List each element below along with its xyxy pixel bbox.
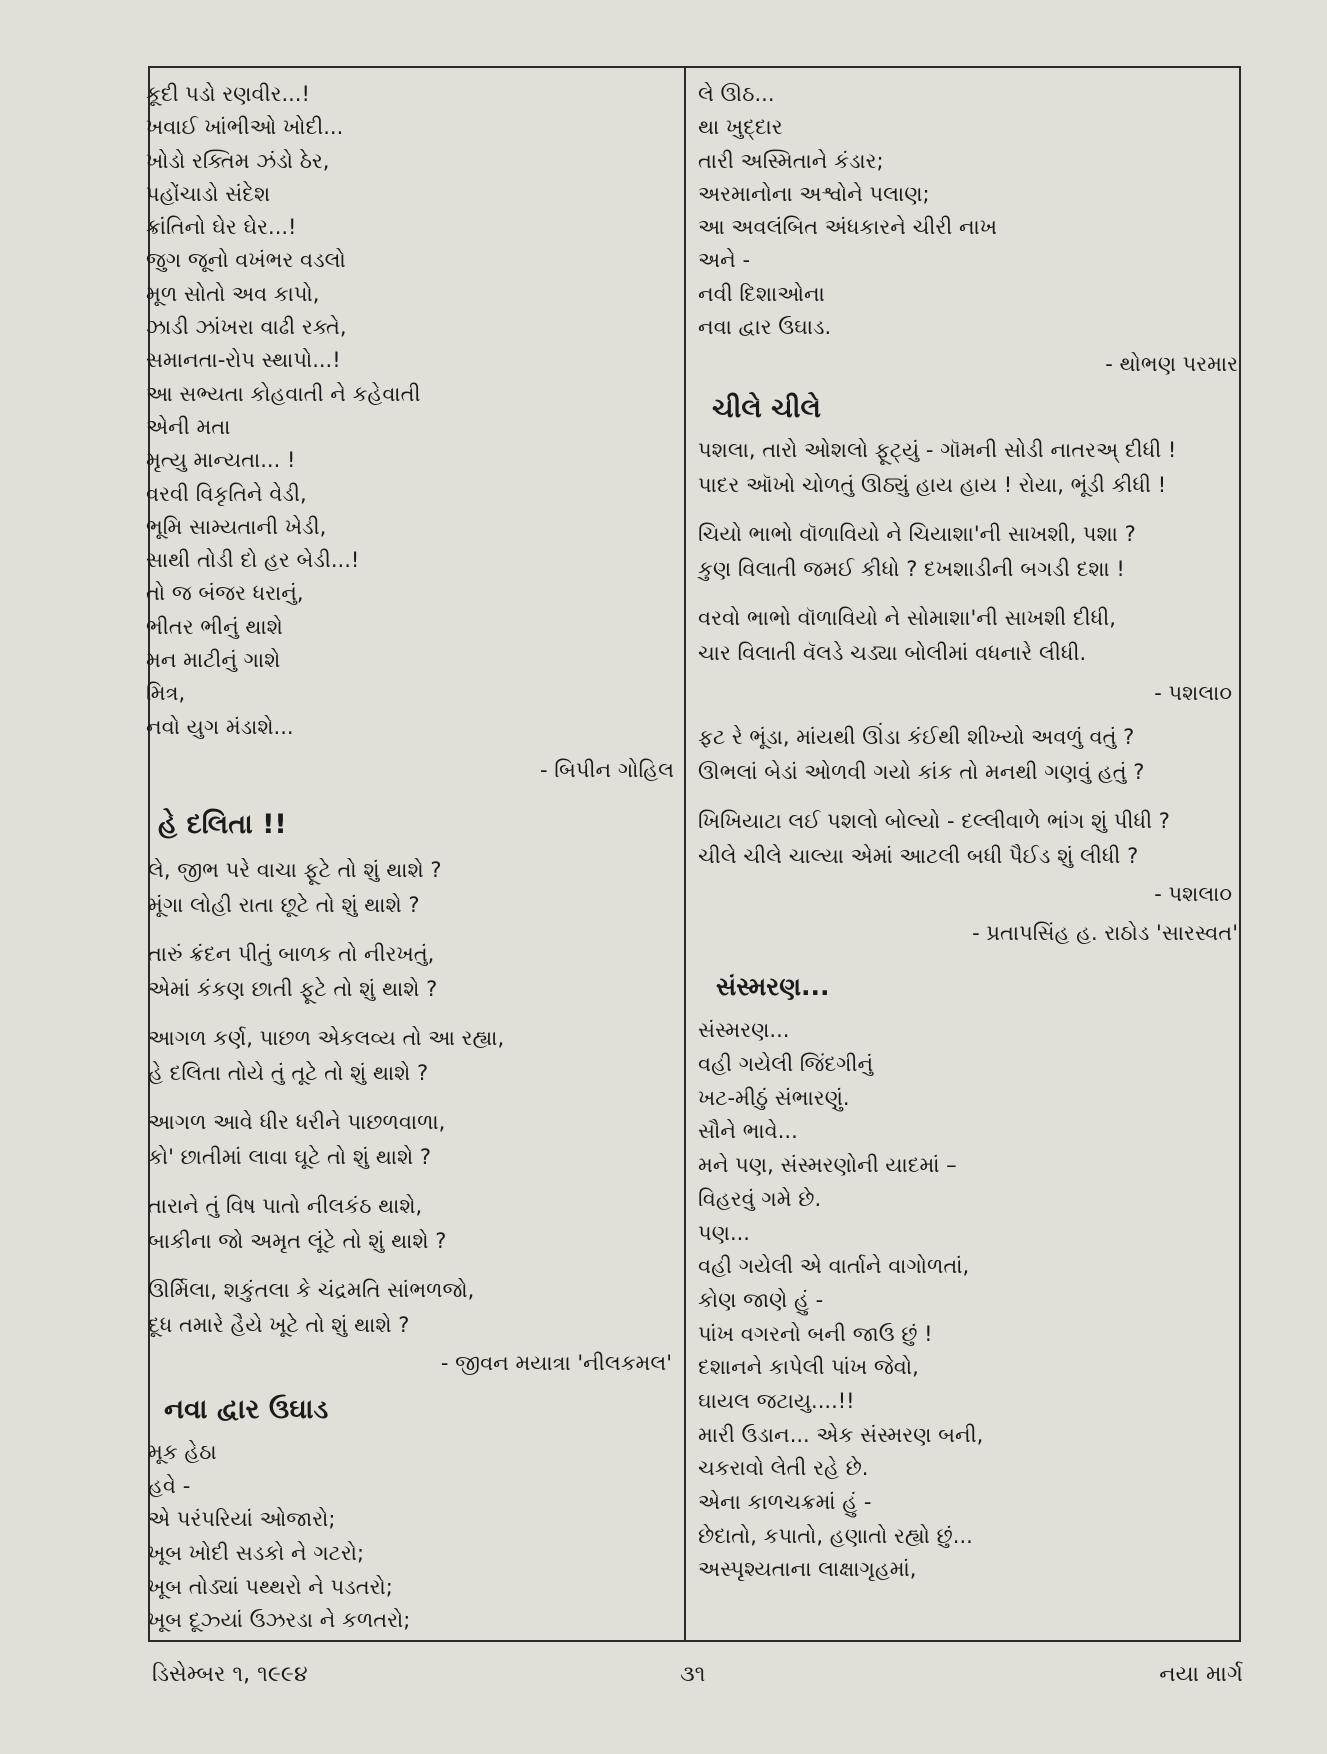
poem-lines bbox=[698, 78, 1238, 344]
poem-line: વરવી વિકૃતિને વેડી, bbox=[146, 481, 307, 506]
poem-line: લે, જીભ પરે વાચા ફૂટે તો શું થાશે ? bbox=[148, 857, 442, 882]
poem-author: - થોભણ પરમાર bbox=[1105, 352, 1238, 377]
poem-lines bbox=[148, 1436, 676, 1638]
stanza bbox=[148, 1189, 676, 1259]
stanza bbox=[698, 517, 1238, 587]
poem-line: બાકીના જો અમૃત લૂંટે તો શું થાશે ? bbox=[148, 1228, 447, 1253]
stanza bbox=[698, 433, 1238, 503]
poem-title: નવા દ્વાર ઉઘાડ bbox=[164, 1393, 329, 1425]
poem-line: ભીતર ભીનું થાશે bbox=[146, 614, 283, 639]
poem-line: અને - bbox=[698, 248, 751, 273]
poem-line: તારું ક્રંદન પીતું બાળક તો નીરખતું, bbox=[148, 941, 435, 966]
poem-author: - બિપીન ગોહિલ bbox=[540, 757, 674, 782]
stanza bbox=[148, 1021, 676, 1091]
poem-stanzas bbox=[698, 720, 1238, 874]
poem-line: અસ્પૃશ્યતાના લાક્ષાગૃહમાં, bbox=[698, 1557, 917, 1582]
poem-line: આ અવલંબિત અંધકારને ચીરી નાખ bbox=[698, 215, 998, 240]
issue-date: ડિસેમ્બર ૧, ૧૯૯૪ bbox=[152, 1662, 308, 1687]
poem-line: ખવાઈ ખાંભીઓ ખોદી... bbox=[146, 115, 344, 140]
poem-line: કુણ વિલાતી જમઈ કીધો ? દખશાડીની બગડી દશા ! bbox=[698, 557, 1125, 582]
poem-line: ખૂબ તોડ્યાં પથ્થરો ને પડતરો; bbox=[148, 1574, 393, 1599]
poem-line: નવો યુગ મંડાશે... bbox=[146, 714, 294, 739]
poem-line: સંસ્મરણ... bbox=[698, 1018, 790, 1043]
poem-line: ઊર્મિલા, શકુંતલા કે ચંદ્રમતિ સાંભળજો, bbox=[148, 1277, 475, 1302]
poem-line: આગળ કર્ણ, પાછળ એકલવ્ય તો આ રહ્યા, bbox=[148, 1025, 505, 1050]
poem-line: તો જ બંજર ધરાનું, bbox=[146, 581, 304, 606]
poem-title: ચીલે ચીલે bbox=[712, 393, 821, 425]
poem-line: સૌને ભાવે... bbox=[698, 1119, 798, 1144]
poem-title: હે દલિતા !! bbox=[158, 808, 287, 840]
poem-line: પાંખ વગરનો બની જાઉ છું ! bbox=[698, 1321, 933, 1346]
stanza bbox=[148, 1105, 676, 1175]
poem-line: મારી ઉડાન... એક સંસ્મરણ બની, bbox=[698, 1422, 984, 1447]
poem-line: પણ... bbox=[698, 1220, 750, 1245]
poem-line: આગળ આવે ધીર ધરીને પાછળવાળા, bbox=[148, 1109, 446, 1134]
poem-line: તારી અસ્મિતાને કંડાર; bbox=[698, 148, 884, 173]
right-column bbox=[698, 78, 1238, 1587]
poem-line: હવે - bbox=[148, 1473, 191, 1498]
poem-line: ચકરાવો લેતી રહે છે. bbox=[698, 1456, 869, 1481]
poem-stanzas bbox=[148, 853, 676, 1343]
poem-line: ચીલે ચીલે ચાલ્યા એમાં આટલી બધી પૈઈડ શું લીધી ? bbox=[698, 844, 1139, 869]
poem-line: કૂદી પડો રણવીર...! bbox=[146, 82, 310, 106]
poem-author: - પ્રતાપસિંહ હ. રાઠોડ 'સારસ્વત' bbox=[972, 921, 1238, 946]
poem-line: ખૂબ દૂઝ્યાં ઉઝરડા ને કળતરો; bbox=[148, 1608, 411, 1633]
poem-line: ઘાયલ જટાયુ....!! bbox=[698, 1388, 855, 1413]
poem-line: એ પરંપરિયાં ઓજારો; bbox=[148, 1507, 336, 1532]
poem-line: ઊભલાં બેડાં ઓળવી ગયો કાંક તો મનથી ગણવું હતું ? bbox=[698, 760, 1145, 785]
poem-line: મિત્ર, bbox=[146, 681, 186, 706]
left-column bbox=[148, 78, 676, 1638]
poem-line: ફટ રે ભૂંડા, માંયથી ઊંડા કંઈથી શીખ્યો અવળું વતું ? bbox=[698, 725, 1135, 750]
poem-line: એની મતા bbox=[146, 414, 231, 439]
poem-line: વિહરવું ગમે છે. bbox=[698, 1186, 822, 1211]
magazine-name: નયા માર્ગ bbox=[1159, 1662, 1243, 1687]
poem-line: મૂક હેઠા bbox=[148, 1439, 217, 1464]
poem-author: - જીવન મયાત્રા 'નીલકમલ' bbox=[440, 1350, 672, 1375]
poem-line: દશાનને કાપેલી પાંખ જેવો, bbox=[698, 1355, 919, 1380]
poem-line: આ સભ્યતા કોહવાતી ને કહેવાતી bbox=[146, 381, 421, 406]
poem-line: ઝાડી ઝાંખરા વાઢી રક્તે, bbox=[146, 315, 347, 340]
poem-line: ખૂબ ખોદી સડકો ને ગટરો; bbox=[148, 1541, 365, 1565]
poem-line: સમાનતા-રોપ સ્થાપો...! bbox=[146, 348, 341, 373]
poem-line: મૂંગા લોહી રાતા છૂટે તો શું થાશે ? bbox=[148, 892, 420, 917]
poem-line: નવા દ્વાર ઉઘાડ. bbox=[698, 315, 832, 340]
poem-line: પહોંચાડો સંદેશ bbox=[146, 181, 271, 206]
poem-title: સંસ્મરણ... bbox=[716, 972, 830, 1002]
poem-line: સાથી તોડી દો હર બેડી...! bbox=[146, 548, 360, 573]
stanza bbox=[698, 804, 1238, 874]
poem-line: ખિખિયાટા લઈ પશલો બોલ્યો - દલ્લીવાળે ભાંગ શું પીધી ? bbox=[698, 809, 1170, 834]
poem-lines bbox=[698, 1014, 1238, 1587]
stanza bbox=[698, 601, 1238, 671]
poem-line: દૂધ તમારે હૈયે ખૂટે તો શું થાશે ? bbox=[148, 1312, 410, 1337]
poem-signature: - પશલા૦ bbox=[1154, 681, 1232, 706]
poem-line: છેદાતો, કપાતો, હણાતો રહ્યો છું... bbox=[698, 1523, 973, 1548]
column-divider bbox=[684, 68, 686, 1640]
poem-line: ચિયો ભાભો વૉળાવિયો ને ચિયાશા'ની સાખશી, પશા ? bbox=[698, 522, 1136, 547]
page-number: ૩૧ bbox=[680, 1662, 706, 1687]
poem-line: ભૂમિ સામ્યતાની ખેડી, bbox=[146, 514, 327, 539]
poem-lines bbox=[146, 78, 676, 744]
poem-line: વરવો ભાભો વૉળાવિયો ને સોમાશા'ની સાખશી દીધી, bbox=[698, 606, 1116, 631]
stanza bbox=[148, 1273, 676, 1343]
poem-line: હે દલિતા તોયે તું તૂટે તો શું થાશે ? bbox=[148, 1060, 429, 1085]
poem-line: મને પણ, સંસ્મરણોની યાદમાં – bbox=[698, 1153, 957, 1178]
poem-line: લે ઊઠ... bbox=[698, 82, 775, 106]
poem-line: પશલા, તારો ઓશલો ફૂટ્યું - ગૉમની સોડી નાતરઅ્ દીધી ! bbox=[698, 438, 1177, 463]
poem-line: મૂળ સોતો અવ કાપો, bbox=[146, 281, 320, 306]
poem-stanzas bbox=[698, 433, 1238, 671]
poem-line: નવી દિશાઓના bbox=[698, 281, 825, 306]
poem-line: ખોડો રક્તિમ ઝંડો ઠેર, bbox=[146, 148, 330, 173]
poem-line: ચાર વિલાતી વૅલડે ચડ્યા બોલીમાં વધનારે લીધી. bbox=[698, 641, 1087, 666]
poem-line: ક્રાંતિનો ઘેર ઘેર...! bbox=[146, 215, 297, 240]
poem-line: પાદર આૅખો ચોળતું ઊઠ્યું હાય હાય ! રોયા, ભૂંડી કીધી ! bbox=[698, 473, 1167, 498]
poem-line: વહી ગયેલી જિંદગીનું bbox=[698, 1052, 874, 1077]
poem-line: વહી ગયેલી એ વાર્તાને વાગોળતાં, bbox=[698, 1254, 970, 1279]
poem-line: કો' છાતીમાં લાવા ઘૂટે તો શું થાશે ? bbox=[148, 1144, 431, 1169]
poem-line: મૃત્યુ માન્યતા... ! bbox=[146, 448, 296, 473]
poem-line: અરમાનોના અશ્વોને પલાણ; bbox=[698, 181, 930, 206]
poem-line: એમાં કંકણ છાતી ફૂટે તો શું થાશે ? bbox=[148, 976, 438, 1001]
poem-line: કોણ જાણે હું - bbox=[698, 1287, 824, 1312]
stanza bbox=[698, 720, 1238, 790]
poem-signature: - પશલા૦ bbox=[1154, 882, 1232, 907]
poem-line: મન માટીનું ગાશે bbox=[146, 648, 281, 673]
stanza bbox=[148, 937, 676, 1007]
poem-line: થા ખુદ્દાર bbox=[698, 115, 783, 140]
poem-line: ખટ-મીઠું સંભારણું. bbox=[698, 1085, 850, 1110]
poem-line: એના કાળચક્રમાં હું - bbox=[698, 1490, 872, 1514]
poem-line: જુગ જૂનો વખંભર વડલો bbox=[146, 248, 346, 273]
poem-line: તારાને તું વિષ પાતો નીલકંઠ થાશે, bbox=[148, 1193, 423, 1218]
stanza bbox=[148, 853, 676, 923]
